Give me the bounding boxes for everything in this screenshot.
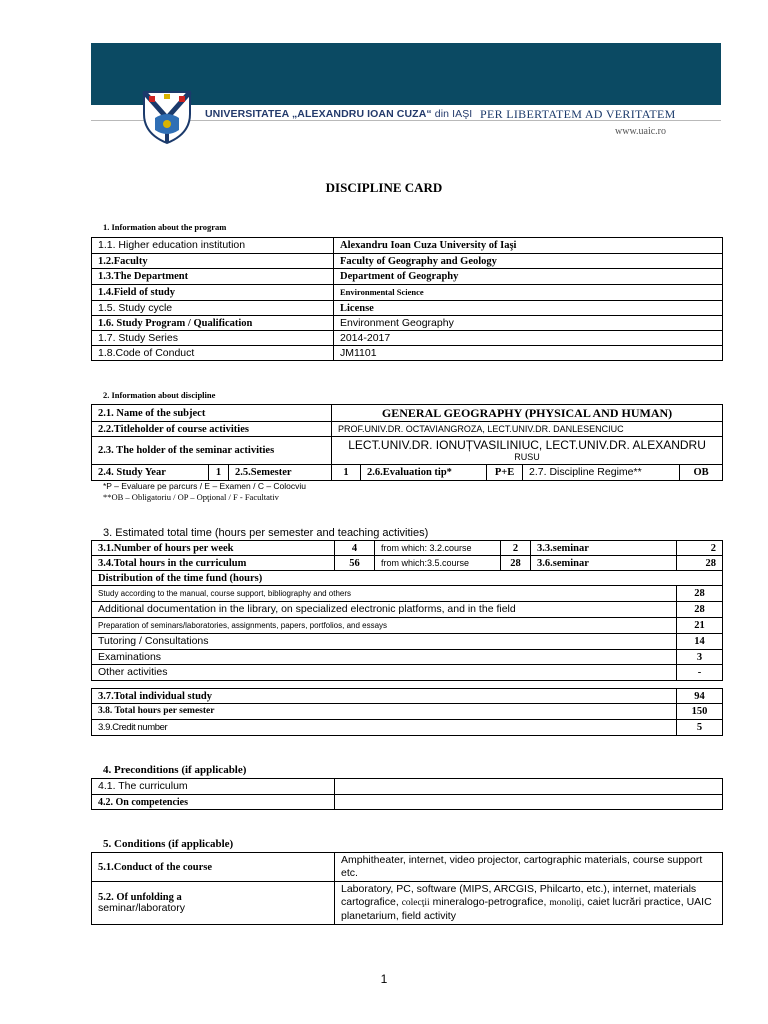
table-row — [92, 779, 723, 795]
conditions-table — [91, 852, 723, 925]
seminar-total-label: 3.6.seminar — [531, 556, 677, 571]
program-label: 1.6. Study Program / Qualification — [92, 316, 334, 331]
condition-text: , caiet lucrări practice, UAIC planetarium, field activity — [341, 896, 712, 922]
distribution-label: Distribution of the time fund (hours) — [92, 571, 723, 586]
university-url: www.uaic.ro — [615, 126, 667, 137]
program-value: Faculty of Geography and Geology — [334, 254, 723, 269]
table-row — [92, 571, 723, 586]
program-label: 1.2.Faculty — [92, 254, 334, 269]
total-label: 3.9.Credit number — [92, 720, 677, 736]
table-row — [92, 618, 723, 634]
program-value: License — [334, 301, 723, 316]
subject-value: GENERAL GEOGRAPHY (PHYSICAL AND HUMAN) — [332, 405, 723, 422]
table-row — [92, 882, 723, 925]
table-row — [92, 331, 723, 346]
course-condition-value: Amphitheater, internet, video projector, cartographic materials, course support etc. — [335, 853, 723, 882]
regime-note: **OB – Obligatoriu / OP – Opţional / F - Facultativ — [103, 492, 279, 502]
program-label: 1.8.Code of Conduct — [92, 346, 334, 361]
program-label: 1.5. Study cycle — [92, 301, 334, 316]
table-row — [92, 541, 723, 556]
study-year-label: 2.4. Study Year — [92, 465, 209, 481]
semester-label: 2.5.Semester — [229, 465, 332, 481]
distribution-item: Examinations — [92, 650, 677, 665]
distribution-hours: 28 — [677, 586, 723, 602]
program-label: 1.4.Field of study — [92, 285, 334, 301]
condition-text: monoliţi — [549, 898, 582, 908]
total-label: 3.7.Total individual study — [92, 689, 677, 704]
discipline-info-table — [91, 404, 723, 481]
seminar-condition-label-line: seminar/laboratory — [98, 902, 185, 914]
seminar-holder-line: LECT.UNIV.DR. IONUȚVASILINIUC, LECT.UNIV.DR. ALEXANDRU — [348, 437, 706, 452]
document-title: DISCIPLINE CARD — [325, 180, 443, 195]
seminar-hours-label: 3.3.seminar — [531, 541, 677, 556]
university-motto: PER LIBERTATEM AD VERITATEM — [480, 107, 676, 121]
seminar-condition-label — [92, 882, 335, 925]
hours-total-label: 3.4.Total hours in the curriculum — [92, 556, 335, 571]
seminar-condition-value — [335, 882, 723, 925]
table-row — [92, 285, 723, 301]
table-row — [92, 269, 723, 285]
seminar-total-value: 28 — [677, 556, 723, 571]
semester-value: 1 — [332, 465, 361, 481]
section-1-title: 1. Information about the program — [103, 222, 227, 232]
distribution-item: Study according to the manual, course support, bibliography and others — [92, 586, 677, 602]
course-hours-value: 2 — [501, 541, 531, 556]
condition-text: Laboratory, PC, software (MIPS, ARCGIS, Philcarto, etc.), internet, materials cartografice, — [341, 883, 697, 908]
subject-label: 2.1. Name of the subject — [92, 405, 332, 422]
table-row — [92, 586, 723, 602]
precondition-label: 4.2. On competencies — [92, 795, 335, 810]
course-hours-label: from which: 3.2.course — [375, 541, 501, 556]
precondition-value — [335, 795, 723, 810]
precondition-label: 4.1. The curriculum — [92, 779, 335, 795]
total-value: 5 — [677, 720, 723, 736]
table-row — [92, 316, 723, 331]
distribution-item: Additional documentation in the library, on specialized electronic platforms, and in the field — [92, 602, 677, 618]
seminar-condition-label-line: 5.2. Of unfolding a — [98, 892, 182, 903]
table-row — [92, 634, 723, 650]
university-crest-icon — [138, 88, 196, 146]
table-row — [92, 422, 723, 437]
table-row — [92, 720, 723, 736]
total-value: 94 — [677, 689, 723, 704]
section-4-title: 4. Preconditions (if applicable) — [103, 764, 247, 776]
program-label: 1.1. Higher education institution — [92, 238, 334, 254]
program-value: Environmental Science — [334, 285, 723, 301]
table-row — [92, 689, 723, 704]
section-5-title: 5. Conditions (if applicable) — [103, 838, 234, 850]
study-year-value: 1 — [209, 465, 229, 481]
table-row — [92, 853, 723, 882]
evaluation-label: 2.6.Evaluation tip* — [361, 465, 487, 481]
condition-text: mineralogo-petrografice, — [429, 896, 550, 908]
hours-week-label: 3.1.Number of hours per week — [92, 541, 335, 556]
distribution-hours: 28 — [677, 602, 723, 618]
table-row — [92, 704, 723, 720]
hours-total-value: 56 — [335, 556, 375, 571]
seminar-holder-value — [332, 437, 723, 465]
table-row — [92, 665, 723, 681]
course-total-label: from which:3.5.course — [375, 556, 501, 571]
program-value: Alexandru Ioan Cuza University of Iaşi — [334, 238, 723, 254]
seminar-holder-line: RUSU — [514, 451, 540, 462]
course-holder-label: 2.2.Titleholder of course activities — [92, 422, 332, 437]
program-value: 2014-2017 — [334, 331, 723, 346]
program-label: 1.7. Study Series — [92, 331, 334, 346]
regime-label: 2.7. Discipline Regime** — [523, 465, 680, 481]
regime-value: OB — [680, 465, 723, 481]
table-row — [92, 437, 723, 465]
course-holder-value: PROF.UNIV.DR. OCTAVIANGROZA, LECT.UNIV.DR. DANLESENCIUC — [332, 422, 723, 437]
distribution-hours: 3 — [677, 650, 723, 665]
precondition-value — [335, 779, 723, 795]
total-value: 150 — [677, 704, 723, 720]
distribution-item: Preparation of seminars/laboratories, assignments, papers, portfolios, and essays — [92, 618, 677, 634]
table-row — [92, 346, 723, 361]
condition-text: colecţii — [401, 898, 430, 908]
table-row — [92, 602, 723, 618]
program-value: Environment Geography — [334, 316, 723, 331]
table-row — [92, 795, 723, 810]
evaluation-value: P+E — [487, 465, 523, 481]
section-2-title: 2. Information about discipline — [103, 390, 216, 400]
seminar-holder-label: 2.3. The holder of the seminar activities — [92, 437, 332, 465]
preconditions-table — [91, 778, 723, 810]
totals-table — [91, 688, 723, 736]
table-row — [92, 650, 723, 665]
table-row — [92, 405, 723, 422]
distribution-item: Tutoring / Consultations — [92, 634, 677, 650]
program-value: JM1101 — [334, 346, 723, 361]
evaluation-note: *P – Evaluare pe parcurs / E – Examen / C – Colocviu — [103, 481, 306, 491]
distribution-hours: - — [677, 665, 723, 681]
section-3-title: 3. Estimated total time (hours per semester and teaching activities) — [103, 527, 429, 539]
table-row — [92, 238, 723, 254]
total-label: 3.8. Total hours per semester — [92, 704, 677, 720]
university-name: UNIVERSITATEA „ALEXANDRU IOAN CUZA“ din IAŞI — [205, 108, 473, 120]
distribution-hours: 14 — [677, 634, 723, 650]
distribution-item: Other activities — [92, 665, 677, 681]
hours-week-value: 4 — [335, 541, 375, 556]
course-condition-label: 5.1.Conduct of the course — [92, 853, 335, 882]
table-row — [92, 254, 723, 269]
table-row — [92, 556, 723, 571]
program-label: 1.3.The Department — [92, 269, 334, 285]
page-number: 1 — [380, 972, 388, 986]
time-table — [91, 540, 723, 681]
program-info-table — [91, 237, 723, 361]
table-row — [92, 301, 723, 316]
seminar-hours-value: 2 — [677, 541, 723, 556]
course-total-value: 28 — [501, 556, 531, 571]
program-value: Department of Geography — [334, 269, 723, 285]
distribution-hours: 21 — [677, 618, 723, 634]
table-row — [92, 465, 723, 481]
